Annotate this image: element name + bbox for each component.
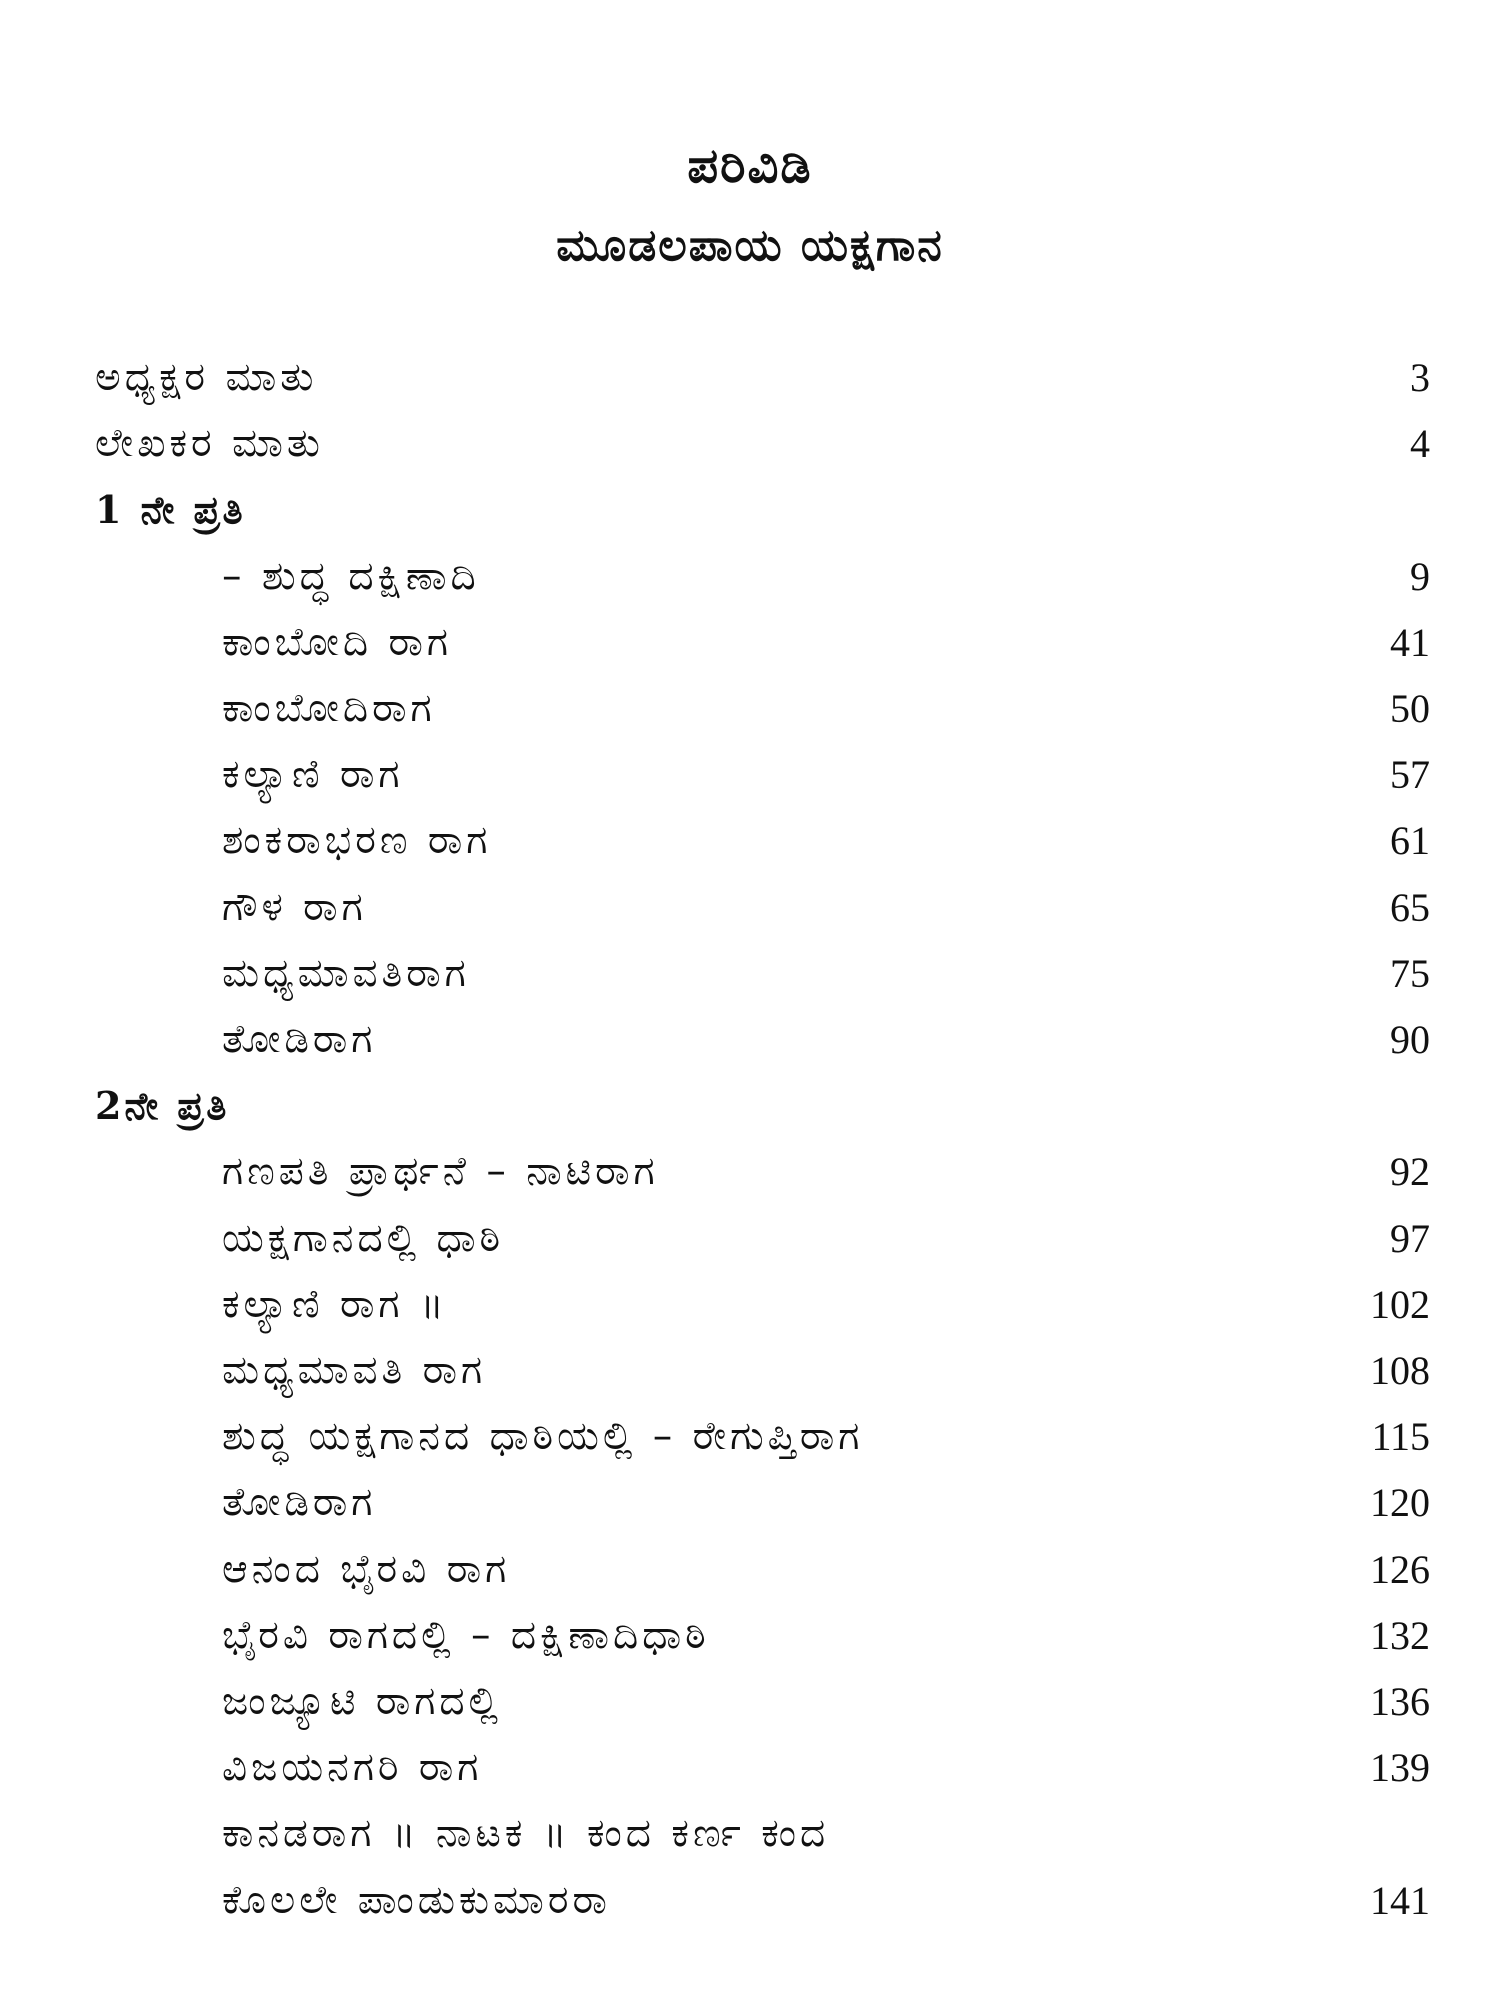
toc-entry-label: ಲೇಖಕರ ಮಾತು bbox=[95, 421, 324, 466]
toc-entry-label: ಯಕ್ಷಗಾನದಲ್ಲಿ ಧಾಠಿ bbox=[222, 1216, 505, 1261]
toc-entry-label: ಶುದ್ಧ ಯಕ್ಷಗಾನದ ಧಾಠಿಯಲ್ಲಿ – ರೇಗುಪ್ತಿರಾಗ bbox=[222, 1414, 864, 1459]
toc-page-number: 115 bbox=[1371, 1414, 1430, 1459]
toc-entry bbox=[0, 745, 1500, 805]
toc-heading-label: 2ನೇ ಪ್ರತಿ bbox=[95, 1083, 230, 1128]
toc-page-number: 108 bbox=[1370, 1348, 1430, 1393]
toc-entry bbox=[0, 1010, 1500, 1070]
toc-entry bbox=[0, 1804, 1500, 1864]
toc-entry-label: – ಶುದ್ಧ ದಕ್ಷಿಣಾದಿ bbox=[222, 554, 480, 599]
toc-entry-label: ಭೈರವಿ ರಾಗದಲ್ಲಿ – ದಕ್ಷಿಣಾದಿಧಾಠಿ bbox=[222, 1613, 710, 1658]
toc-entry-label: ಕಾಂಬೋದಿ ರಾಗ bbox=[222, 620, 452, 665]
toc-entry-label: ಅಧ್ಯಕ್ಷರ ಮಾತು bbox=[95, 355, 318, 400]
toc-entry bbox=[0, 1606, 1500, 1666]
toc-page-number: 65 bbox=[1390, 885, 1430, 930]
toc-page-number: 3 bbox=[1410, 355, 1430, 400]
toc-entry-label: ಆನಂದ ಭೈರವಿ ರಾಗ bbox=[222, 1547, 511, 1592]
toc-page-number: 97 bbox=[1390, 1216, 1430, 1261]
toc-page-number: 120 bbox=[1370, 1480, 1430, 1525]
toc-entry bbox=[0, 1407, 1500, 1467]
toc-entry-label: ಜಂಜ್ಯೂಟಿ ರಾಗದಲ್ಲಿ bbox=[222, 1679, 502, 1724]
toc-page-number: 41 bbox=[1390, 620, 1430, 665]
toc-page-number: 102 bbox=[1370, 1282, 1430, 1327]
toc-entry bbox=[0, 944, 1500, 1004]
toc-entry-label: ಶಂಕರಾಭರಣ ರಾಗ bbox=[222, 818, 492, 863]
toc-page-number: 4 bbox=[1410, 421, 1430, 466]
toc-entry bbox=[0, 679, 1500, 739]
toc-page-number: 126 bbox=[1370, 1547, 1430, 1592]
toc-section-heading bbox=[0, 480, 1500, 540]
toc-entry bbox=[0, 1871, 1500, 1931]
toc-page-number: 75 bbox=[1390, 951, 1430, 996]
toc-entry-label: ಕಲ್ಯಾಣಿ ರಾಗ ॥ bbox=[222, 1282, 448, 1327]
toc-entry bbox=[0, 1473, 1500, 1533]
toc-page-number: 139 bbox=[1370, 1745, 1430, 1790]
toc-entry bbox=[0, 1209, 1500, 1269]
page-subtitle: ಮೂಡಲಪಾಯ ಯಕ್ಷಗಾನ bbox=[556, 220, 944, 271]
toc-page-number: 50 bbox=[1390, 686, 1430, 731]
toc-entry bbox=[0, 1142, 1500, 1202]
toc-entry-label: ಮಧ್ಯಮಾವತಿ ರಾಗ bbox=[222, 1348, 487, 1393]
toc-section-heading bbox=[0, 1076, 1500, 1136]
toc-page-number: 57 bbox=[1390, 752, 1430, 797]
toc-entry bbox=[0, 1341, 1500, 1401]
toc-entry-label: ಕಲ್ಯಾಣಿ ರಾಗ bbox=[222, 752, 404, 797]
toc-page-number: 9 bbox=[1410, 554, 1430, 599]
toc-entry bbox=[0, 348, 1500, 408]
toc-entry bbox=[0, 414, 1500, 474]
toc-entry-label: ಕಾನಡರಾಗ ॥ ನಾಟಕ ॥ ಕಂದ ಕರ್ಣ ಕಂದ bbox=[222, 1811, 830, 1856]
toc-page-number: 132 bbox=[1370, 1613, 1430, 1658]
toc-entry bbox=[0, 1738, 1500, 1798]
toc-entry bbox=[0, 1540, 1500, 1600]
toc-entry-label: ವಿಜಯನಗರಿ ರಾಗ bbox=[222, 1745, 483, 1790]
toc-page-number: 141 bbox=[1370, 1878, 1430, 1923]
toc-entry-label: ಗೌಳ ರಾಗ bbox=[222, 885, 367, 930]
toc-entry-label: ಗಣಪತಿ ಪ್ರಾರ್ಥನೆ – ನಾಟಿರಾಗ bbox=[222, 1149, 659, 1194]
toc-page-number: 61 bbox=[1390, 818, 1430, 863]
toc-entry bbox=[0, 613, 1500, 673]
toc-entry-label: ತೋಡಿರಾಗ bbox=[222, 1480, 377, 1525]
toc-page-number: 90 bbox=[1390, 1017, 1430, 1062]
toc-entry bbox=[0, 878, 1500, 938]
page-title: ಪರಿವಿಡಿ bbox=[687, 138, 813, 194]
toc-page-number: 92 bbox=[1390, 1149, 1430, 1194]
toc-entry bbox=[0, 1672, 1500, 1732]
toc-entry-label: ತೋಡಿರಾಗ bbox=[222, 1017, 377, 1062]
toc-entry bbox=[0, 547, 1500, 607]
toc-page-number: 136 bbox=[1370, 1679, 1430, 1724]
toc-entry-label: ಕಾಂಬೋದಿರಾಗ bbox=[222, 686, 436, 731]
toc-entry bbox=[0, 1275, 1500, 1335]
toc-heading-label: 1 ನೇ ಪ್ರತಿ bbox=[95, 487, 246, 532]
toc-entry-label: ಮಧ್ಯಮಾವತಿರಾಗ bbox=[222, 951, 470, 996]
toc-entry-label: ಕೊಲಲೇ ಪಾಂಡುಕುಮಾರರಾ bbox=[222, 1878, 611, 1923]
toc-entry bbox=[0, 811, 1500, 871]
